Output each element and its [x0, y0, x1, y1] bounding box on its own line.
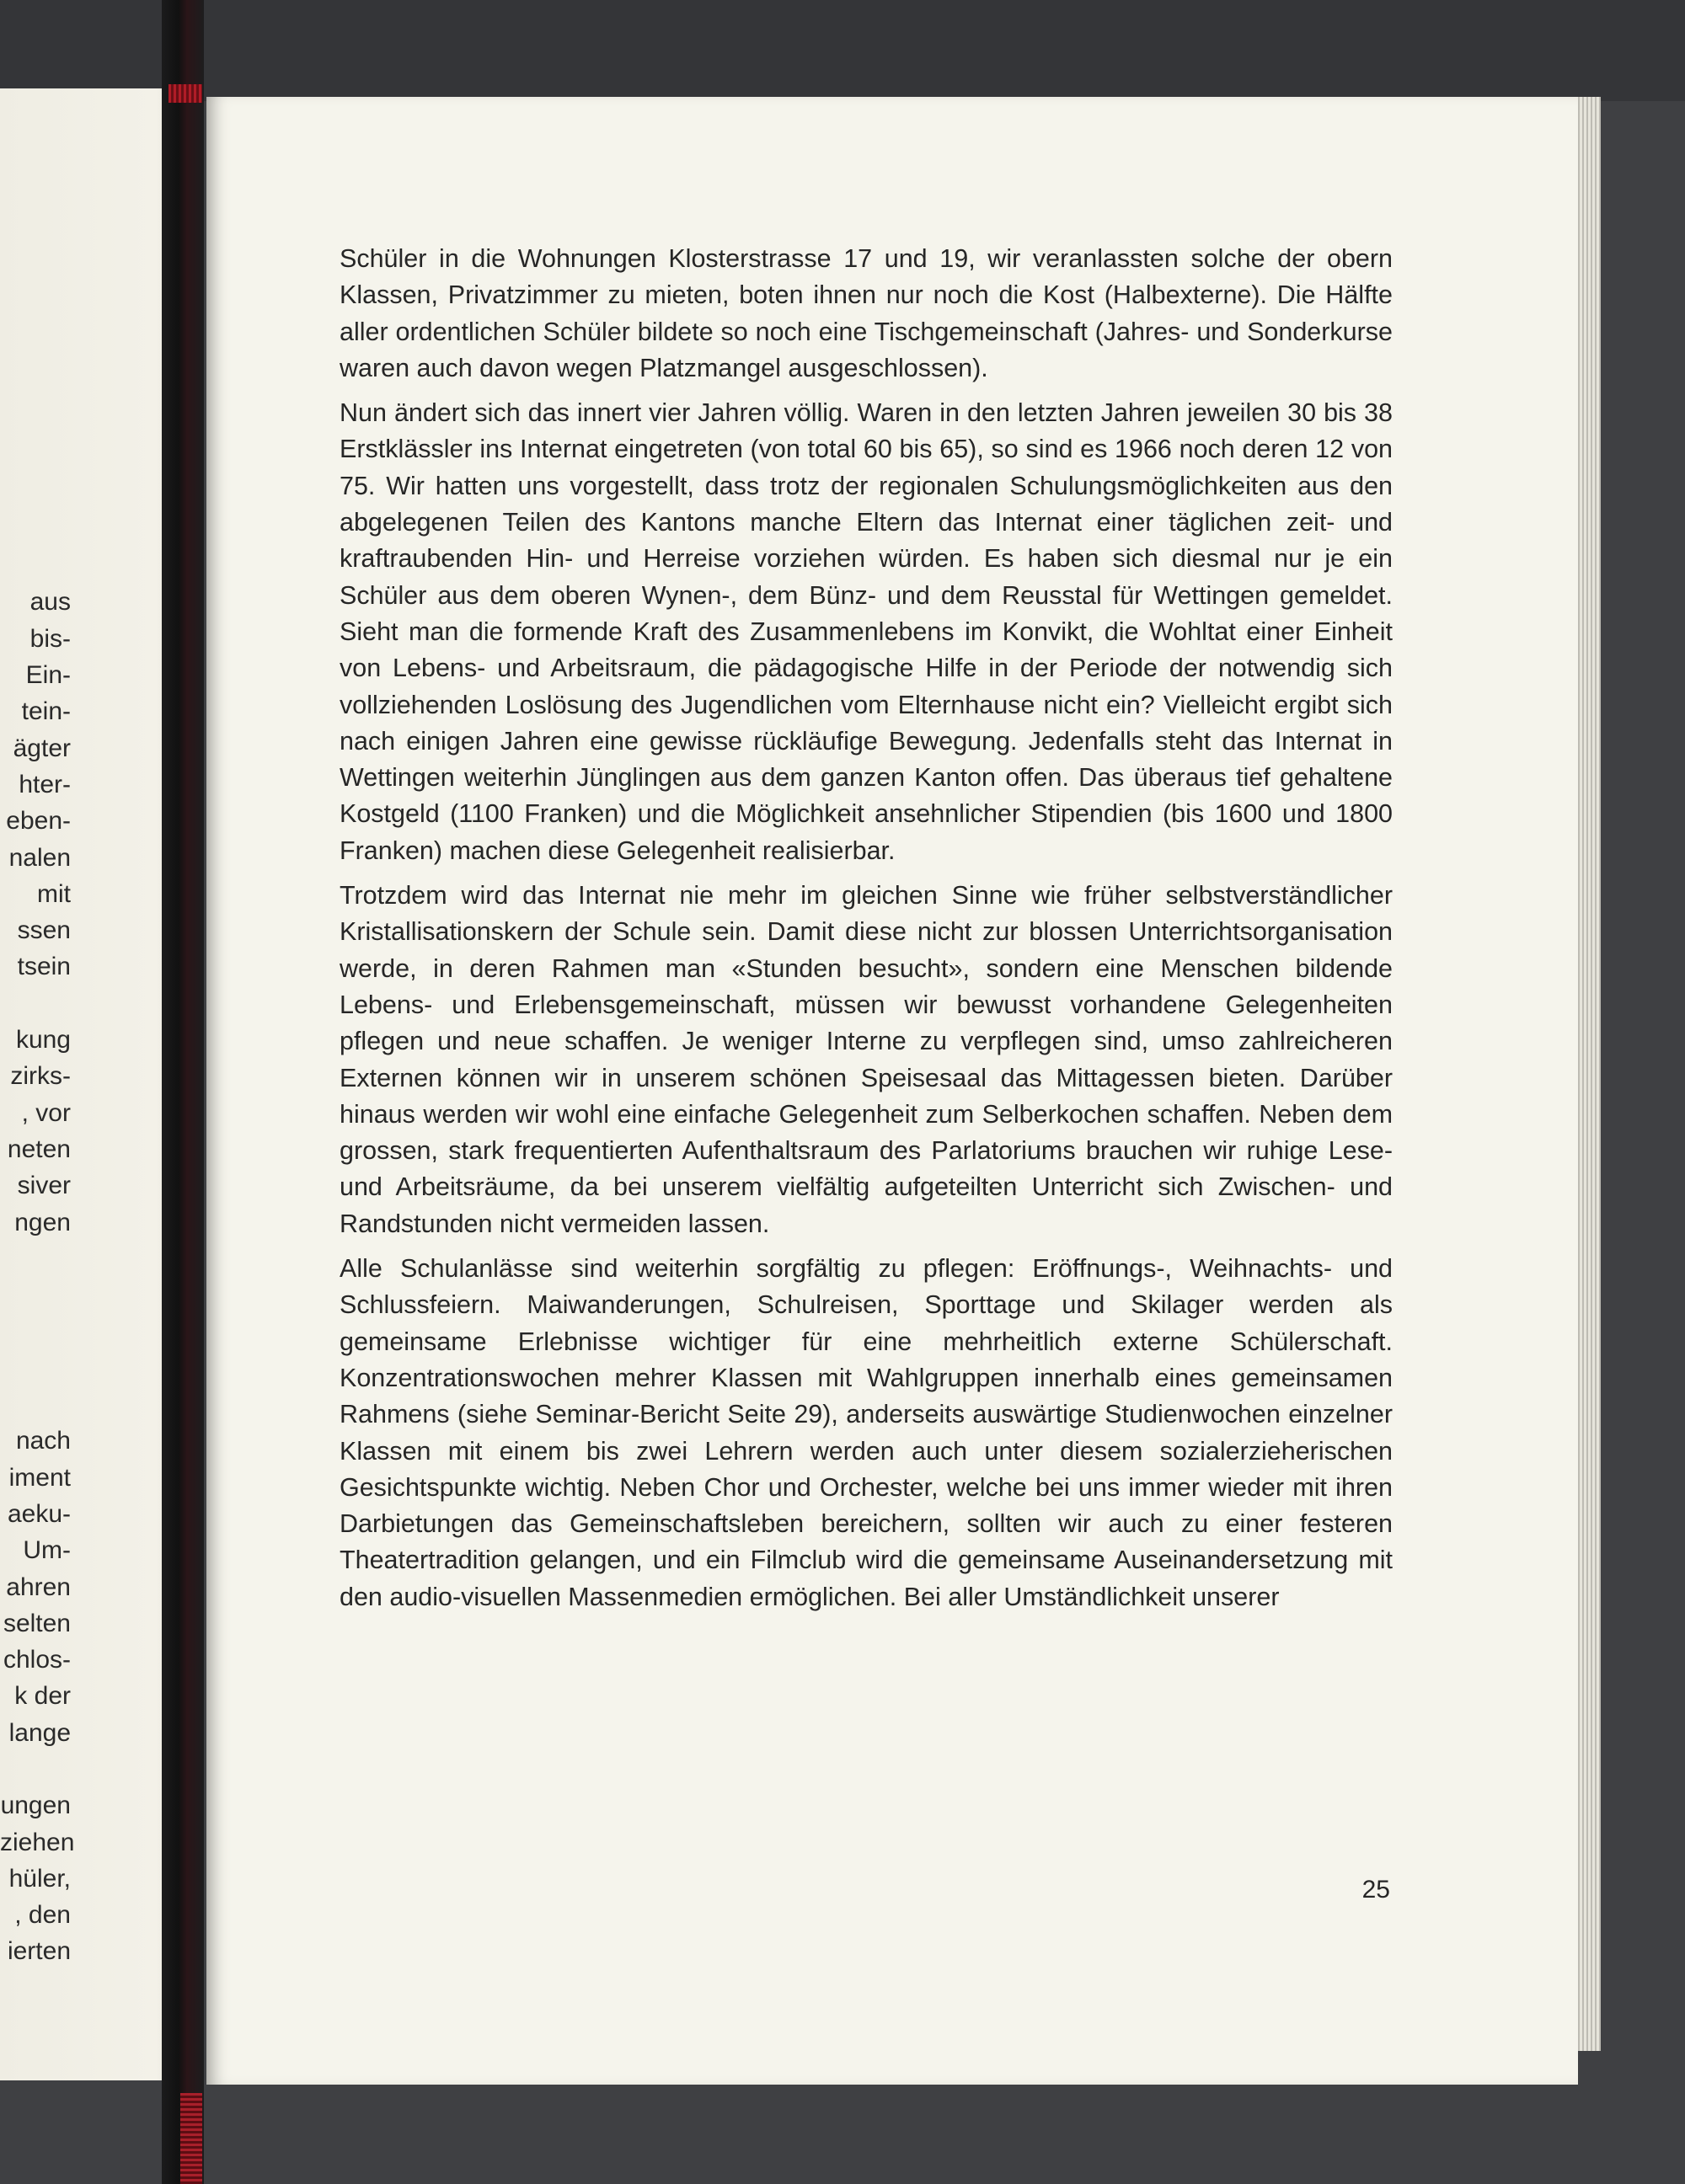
left-line-fragment: neten	[7, 1135, 71, 1163]
left-line-fragment: tsein	[17, 953, 71, 981]
paragraph-4: Alle Schulanlässe sind weiterhin sorgfältig zu pflegen: Eröffnungs-, Weihnachts- und Schlussfeiern. Maiwanderungen, Schulreisen, Sporttage und Skilager werden als gemeinsame Erlebnisse wichtiger für eine mehrheitlich externe Schülerschaft. Konzentrationswochen mehrer Klassen mit Wahlgruppen innerhalb eines gemeinsamen Rahmens (siehe Seminar-Bericht Seite 29), anderseits auswärtige Studienwochen einzelner Klassen mit einem bis zwei Lehrern werden auch unter diesem sozialerzieherischen Gesichtspunkte wichtig. Neben Chor und Orchester, welche bei uns immer wieder mit ihren Darbietungen das Gemeinschaftsleben bereichern, sollten wir auch zu einer festeren Theatertradition gelangen, und ein Filmclub wird die gemeinsame Auseinandersetzung mit den audio-visuellen Massenmedien ermöglichen. Bei aller Umständlichkeit unserer	[340, 1254, 1393, 1611]
left-line-fragment: , vor	[21, 1098, 71, 1127]
left-line-fragment: zirks-	[10, 1062, 71, 1091]
left-line-fragment: ungen	[0, 1792, 71, 1820]
left-line-fragment: aus	[29, 588, 71, 617]
left-line-fragment: ahren	[6, 1573, 71, 1601]
left-line-fragment: selten	[3, 1609, 71, 1637]
paragraph-3: Trotzdem wird das Internat nie mehr im gleichen Sinne wie früher selbstverständlicher Kristallisationskern der Schule sein. Damit diese nicht zur blossen Unterrichtsorganisation werde, in deren Rahmen man «Stunden besucht», sondern eine Menschen bildende Lebens- und Erlebensgemeinschaft, müssen wir bewusst vorhandene Gelegenheiten pflegen und neue schaffen. Je weniger Interne zu verpflegen sind, umso zahlreicheren Externen können wir in unserem schönen Speisesaal das Mittagessen bieten. Darüber hinaus werden wir wohl eine einfache Gelegenheit zum Selberkochen schaffen. Neben dem grossen, stark frequentierten Aufenthaltsraum des Parlatoriums brauchen wir ruhige Lese- und Arbeitsräume, da bei unserem vielfältig aufgeteilten Unterricht sich Zwischen- und Randstunden nicht vermeiden lassen.	[340, 881, 1393, 1238]
paragraph-1: Schüler in die Wohnungen Klosterstrasse 17 und 19, wir veranlassten solche der obern Klassen, Privatzimmer zu mieten, boten ihnen nur noch die Kost (Halbexterne). Die Hälfte aller ordentlichen Schüler bildete so noch eine Tischgemeinschaft (Jahres- und Sonderkurse waren auch davon wegen Platzmangel ausgeschlossen).	[340, 244, 1393, 382]
left-line-fragment	[0, 1241, 71, 1277]
left-line-fragment: tein-	[21, 697, 71, 726]
book-spine	[162, 0, 204, 2184]
left-line-fragment: hüler,	[8, 1864, 71, 1893]
left-line-fragment: eben-	[6, 807, 71, 836]
left-page-text-fragments	[0, 402, 75, 1970]
paragraph-2: Nun ändert sich das innert vier Jahren völlig. Waren in den letzten Jahren jeweilen 30 bis 38 Erstklässler ins Internat eingetreten (von total 60 bis 65), so sind es 1966 noch deren 12 von 75. Wir hatten uns vorgestellt, dass trotz der regionalen Schulungsmöglichkeiten aus den abgelegenen Teilen des Kantons manche Eltern das Internat einer täglichen zeit- und kraftraubenden Hin- und Herreise vorziehen würden. Es haben sich diesmal nur je ein Schüler aus dem oberen Wynen-, dem Bünz- und dem Reusstal für Wettingen gemeldet. Sieht man die formende Kraft des Zusammenlebens im Konvikt, die Wohltat einer Einheit von Lebens- und Arbeitsraum, die pädagogische Hilfe in der Periode der notwendig sich vollziehenden Loslösung des Jugendlichen vom Elternhause nicht ein? Vielleicht ergibt sich nach einigen Jahren eine gewisse rückläufige Bewegung. Jedenfalls steht das Internat in Wettingen weiterhin Jünglingen aus dem ganzen Kanton offen. Das überaus tief gehaltene Kostgeld (1100 Franken) und die Möglichkeit ansehnlicher Stipendien (bis 1600 und 1800 Franken) machen diese Gelegenheit realisierbar.	[340, 398, 1393, 865]
left-line-fragment: ägter	[13, 734, 71, 762]
left-line-fragment: mit	[37, 879, 71, 908]
left-line-fragment	[0, 1350, 71, 1386]
left-line-fragment: lange	[8, 1718, 71, 1747]
left-line-fragment: aeku-	[7, 1499, 71, 1528]
left-line-fragment	[0, 438, 71, 474]
body-text	[340, 241, 1393, 1624]
scan-background	[0, 0, 1685, 101]
left-line-fragment: chlos-	[3, 1646, 71, 1674]
left-line-fragment: , den	[14, 1901, 71, 1930]
left-line-fragment	[0, 402, 71, 438]
left-line-fragment	[0, 1751, 71, 1787]
spine-headband	[168, 84, 202, 103]
left-line-fragment: k der	[14, 1682, 71, 1711]
left-line-fragment: hter-	[19, 770, 71, 798]
left-line-fragment: nalen	[8, 843, 71, 872]
left-line-fragment: kung	[15, 1026, 71, 1055]
left-line-fragment	[0, 985, 71, 1022]
left-line-fragment: siver	[17, 1172, 71, 1200]
left-line-fragment: ssen	[17, 916, 71, 945]
left-line-fragment: Ein-	[25, 661, 71, 690]
page-number: 25	[1361, 1876, 1390, 1904]
left-line-fragment: bis-	[29, 624, 71, 653]
left-line-fragment	[0, 1386, 71, 1423]
left-line-fragment: ziehen	[0, 1828, 75, 1856]
left-line-fragment: ngen	[14, 1208, 71, 1236]
right-page	[206, 97, 1578, 2085]
left-line-fragment	[0, 475, 71, 511]
left-line-fragment	[0, 1277, 71, 1313]
left-line-fragment: Um-	[23, 1536, 71, 1565]
left-line-fragment	[0, 547, 71, 584]
left-line-fragment: ierten	[7, 1937, 71, 1966]
left-line-fragment: nach	[15, 1427, 71, 1455]
bookmark-ribbon	[180, 2093, 202, 2184]
left-line-fragment	[0, 511, 71, 547]
left-line-fragment	[0, 1313, 71, 1349]
left-line-fragment: iment	[8, 1463, 71, 1492]
